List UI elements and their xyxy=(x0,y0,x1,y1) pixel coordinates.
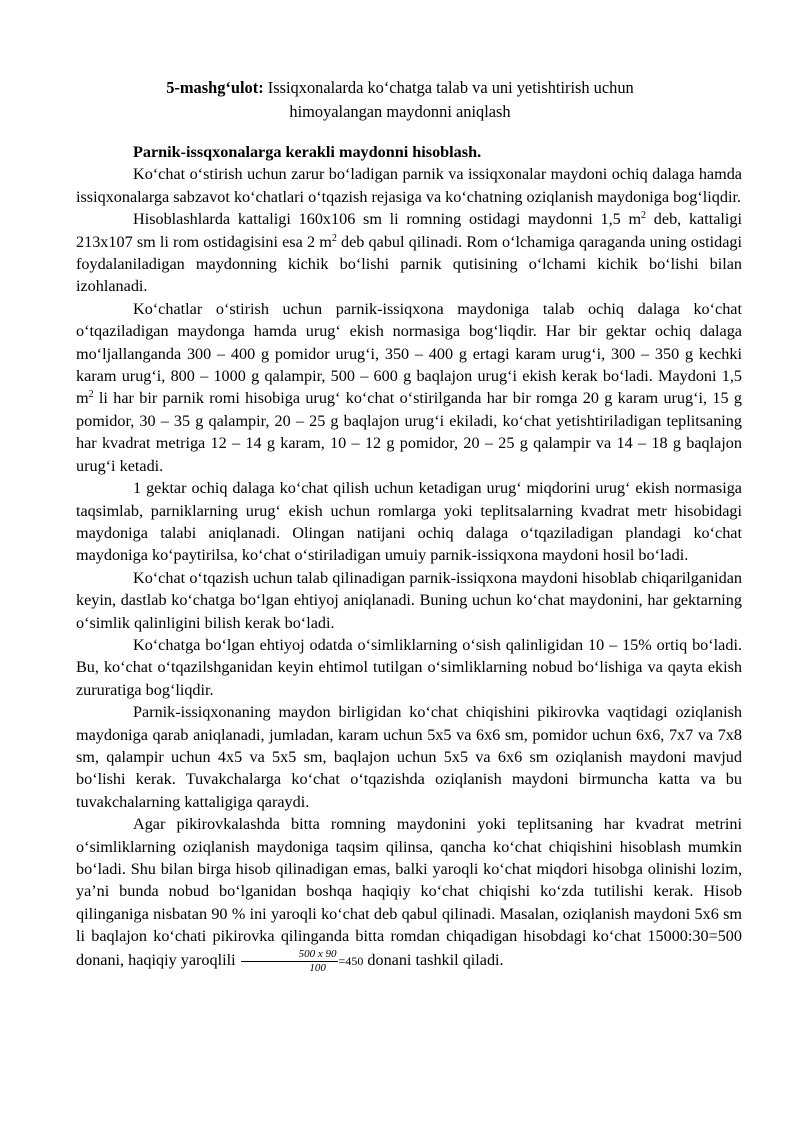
body-text xyxy=(76,141,742,975)
fraction-numerator: 500 x 90 xyxy=(241,948,338,962)
equation-result: =450 xyxy=(338,953,364,968)
title-line-2: himoyalangan maydonni aniqlash xyxy=(289,102,511,121)
paragraph-2 xyxy=(76,208,742,298)
paragraph-8 xyxy=(76,813,742,974)
superscript: 2 xyxy=(331,232,337,244)
paragraph-1: Ko‘chat o‘stirish uchun zarur bo‘ladigan parnik va issiqxonalar maydoni ochiq dalaga hamda issiqxonalarga sabzavot ko‘chatlari o‘tqazish rejasiga va ko‘chatning oziqlanish maydoniga bog‘liqdir. xyxy=(76,165,742,206)
superscript: 2 xyxy=(641,210,647,222)
paragraph-3-part-b: li har bir parnik romi hisobiga urug‘ ko‘chat o‘stirilganda har bir romga 20 g karam urug‘i, 15 g pomidor, 30 – 35 g qalampir, 20 – 25 g baqlajon urug‘i ekiladi, ko‘chat yetishtiriladigan teplitsaning har kvadrat metriga 12 – 14 g karam, 10 – 12 g pomidor, 20 – 25 g qalampir va 14 – 18 g baqlajon urug‘i ketadi. xyxy=(76,389,742,475)
paragraph-6: Ko‘chatga bo‘lgan ehtiyoj odatda o‘simliklarning o‘sish qalinligidan 10 – 15% ortiq bo‘ladi. Bu, ko‘chat o‘tqazilshganidan keyin ehtimol tutilgan o‘simliklarning nobud bo‘lishiga va qayta ekish zururatiga bog‘liqdir. xyxy=(76,635,742,699)
title-label: 5-mashg‘ulot: xyxy=(166,78,264,97)
paragraph-4: 1 gektar ochiq dalaga ko‘chat qilish uchun ketadigan urug‘ miqdorini urug‘ ekish normasiga taqsimlab, parniklarning urug‘ ekish uchun romlarga yoki teplitsalarning kvadrat metr hisobidagi maydoniga talabi aniqlanadi. Olingan natijani ochiq dalaga o‘tqaziladigan plandagi ko‘chat maydoniga ko‘paytirilsa, ko‘chat o‘stiriladigan umuiy parnik-issiqxona maydoni hosil bo‘ladi. xyxy=(76,479,742,565)
paragraph-8-part-a: Agar pikirovkalashda bitta romning maydonini yoki teplitsaning har kvadrat metrini o‘simliklarning oziqlanish maydoniga taqsim qilinsa, qancha ko‘chat chiqishini hisoblash mumkin bo‘ladi. Shu bilan birga hisob qilinadigan emas, balki yaroqli ko‘chat miqdori hisobga olinishi lozim, ya’ni bunda nobud bo‘lganidan boshqa haqiqiy ko‘chat chiqishi ko‘zda tutilishi kerak. Hisob qilinganiga nisbatan 90 % ini yaroqli ko‘chat deb qabul qilinadi. Masalan, oziqlanish maydoni 5x6 sm li baqlajon ko‘chati pikirovka qilinganda bitta romdan chiqadigan hisobdagi ko‘chat 15000:30=500 donani, haqiqiy yaroqlili xyxy=(76,815,742,969)
page-title xyxy=(100,76,700,124)
paragraph-5: Ko‘chat o‘tqazish uchun talab qilinadigan parnik-issiqxona maydoni hisoblab chiqarilganidan keyin, dastlab ko‘chatga bo‘lgan ehtiyoj aniqlanadi. Buning uchun ko‘chat maydonini, har gektarning o‘simlik qalinligini bilish kerak bo‘ladi. xyxy=(76,568,742,632)
superscript: 2 xyxy=(88,389,94,401)
fraction-denominator: 100 xyxy=(309,961,326,974)
paragraph-3-part-a: Ko‘chatlar o‘stirish uchun parnik-issiqxona maydoniga talab ochiq dalaga ko‘chat o‘tqaziladigan maydonga hamda urug‘ ekish normasiga bog‘liqdir. Har bir gektar ochiq dalaga mo‘ljallanganda 300 – 400 g pomidor urug‘i, 350 – 400 g ertagi karam urug‘i, 300 – 350 g kechki karam urug‘i, 800 – 1000 g qalampir, 500 – 600 g baqlajon urug‘i ekish kerak bo‘ladi. Maydoni 1,5 m xyxy=(76,299,742,408)
fraction xyxy=(241,948,338,975)
paragraph-2-part-c: deb qabul qilinadi. Rom o‘lchamiga qaraganda uning ostidagi foydalaniladigan maydonning kichik bo‘lishi parnik qutisining o‘lchami kichik bo‘lishi bilan izohlanadi. xyxy=(76,232,742,296)
title-line-1: Issiqxonalarda ko‘chatga talab va uni yetishtirish uchun xyxy=(267,78,634,97)
paragraph-7: Parnik-issiqxonaning maydon birligidan ko‘chat chiqishini pikirovka vaqtidagi oziqlanish maydoniga qarab aniqlanadi, jumladan, karam uchun 5x5 va 6x6 sm, pomidor uchun 6x6, 7x7 va 7x8 sm, qalampir uchun 4x5 va 5x5 sm, baqlajon uchun 5x5 va 6x6 sm oziqlanish maydoni mavjud bo‘lishi kerak. Tuvakchalarga ko‘chat o‘tqazishda oziqlanish maydoni birmuncha katta va bu tuvakchalarning kattaligiga qaraydi. xyxy=(76,703,742,811)
section-heading: Parnik-issqxonalarga kerakli maydonni hisoblash. xyxy=(133,143,482,161)
paragraph-8-part-b: donani tashkil qiladi. xyxy=(363,950,504,969)
paragraph-2-part-b: deb, kattaligi 213x107 sm li rom ostidagisini esa 2 m xyxy=(76,210,742,251)
paragraph-2-part-a: Hisoblashlarda kattaligi 160x106 sm li romning ostidagi maydonni 1,5 m xyxy=(133,210,642,229)
paragraph-3 xyxy=(76,298,742,477)
